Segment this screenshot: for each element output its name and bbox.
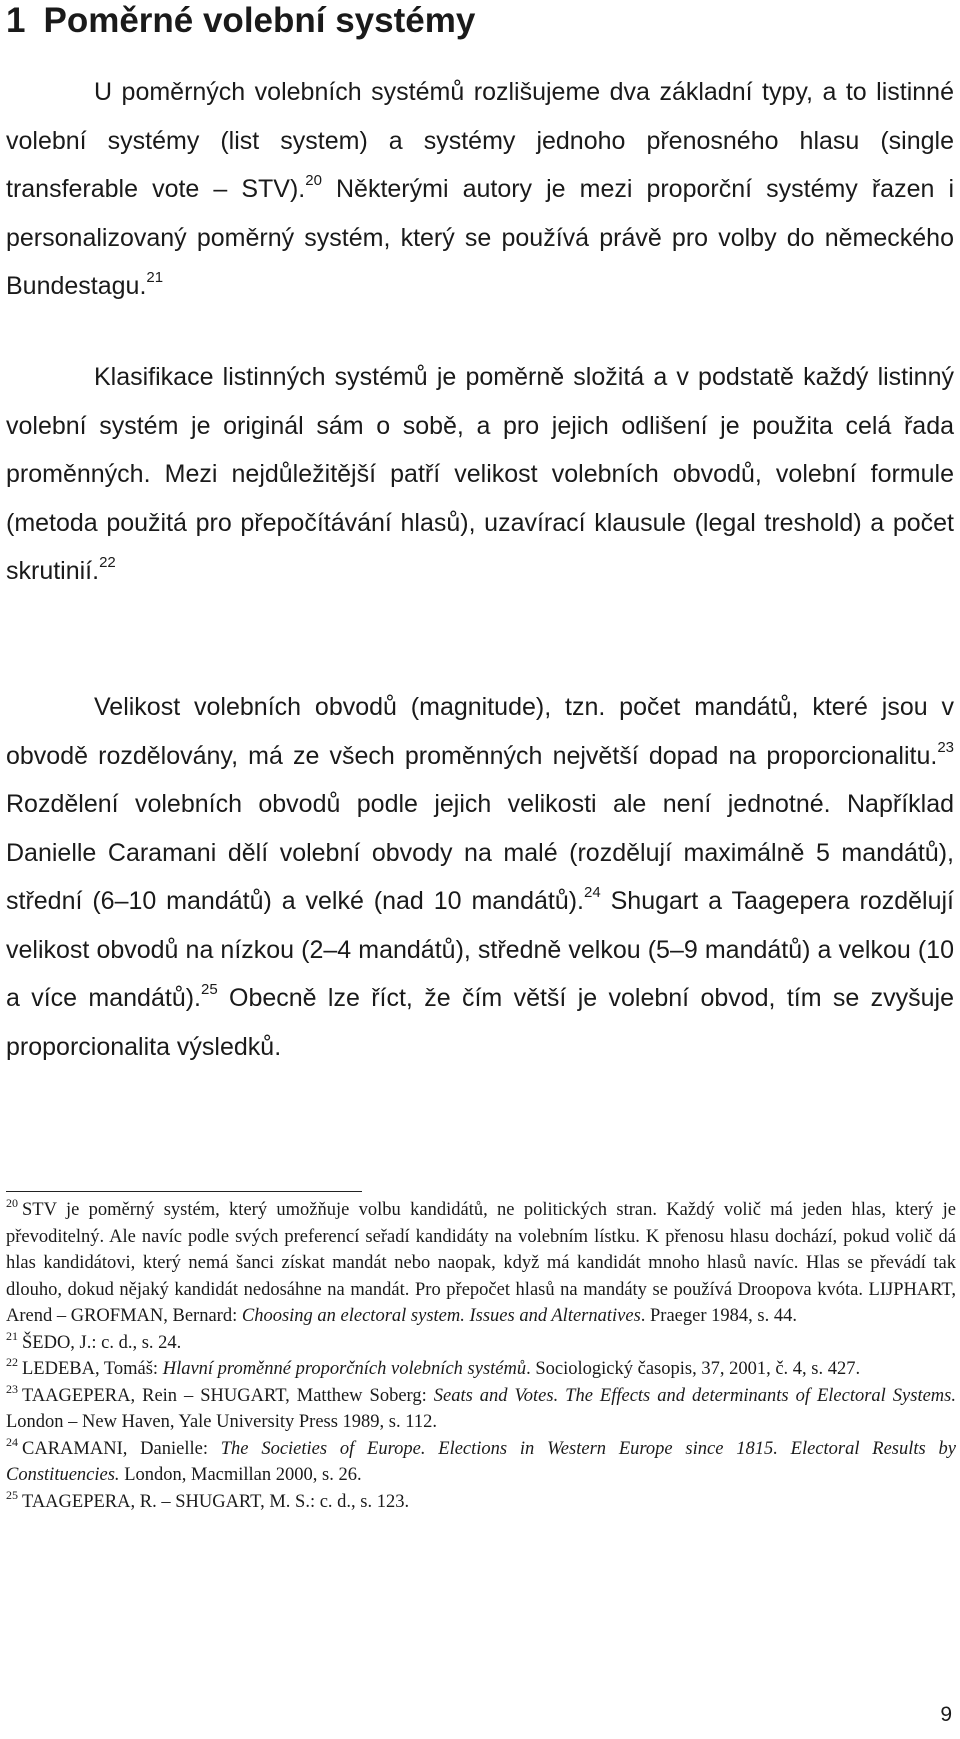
text-run: Obecně lze říct, že čím větší je volební obvod, tím se zvyšuje proporcionalita výsledků. bbox=[6, 984, 954, 1061]
text-run: London, Macmillan 2000, s. 26. bbox=[119, 1465, 362, 1485]
body-paragraph-1 bbox=[6, 68, 954, 311]
text-run: London – New Haven, Yale University Press 1989, s. 112. bbox=[6, 1412, 437, 1432]
text-run: Velikost volebních obvodů (magnitude), tzn. počet mandátů, které jsou v obvodě rozdělovány, má ze všech proměnných největší dopad na proporcionalitu. bbox=[6, 693, 954, 770]
footnotes bbox=[6, 1197, 956, 1515]
italic-title: Seats and Votes. The Effects and determinants of Electoral Systems. bbox=[433, 1385, 956, 1406]
text-run: U poměrných volebních systémů rozlišujeme dva základní typy, a to listinné volební systémy (list system) a systémy jednoho přenosného hlasu (single transferable vote – STV). bbox=[6, 78, 954, 203]
footnote-number: 24 bbox=[6, 1434, 18, 1449]
body-paragraph-3 bbox=[6, 683, 954, 1071]
text-run: LEDEBA, Tomáš: bbox=[22, 1359, 163, 1379]
footnote-number: 20 bbox=[6, 1196, 18, 1210]
text-run: ŠEDO, J.: c. d., s. 24. bbox=[22, 1332, 182, 1353]
italic-title: The Societies of Europe. Elections in Western Europe since 1815. Electoral Results by Constituencies. bbox=[6, 1438, 956, 1485]
chapter-title: Poměrné volební systémy bbox=[43, 1, 476, 40]
footnote-reference: 23 bbox=[937, 738, 954, 756]
text-run: Některými autory je mezi proporční systémy řazen i personalizovaný poměrný systém, který se používá právě pro volby do německého Bundestagu. bbox=[6, 175, 955, 300]
paragraph bbox=[6, 683, 954, 1071]
footnote-reference: 20 bbox=[305, 172, 322, 189]
text-run: STV je poměrný systém, který umožňuje volbu kandidátů, ne politických stran. Každý volič má jeden hlas, který je převoditelný. Ale navíc podle svých preferencí seřadí kandidáty na volebním lístku. K přenosu hlasu dochází, pokud volič dá hlas kandidátovi, který nemá šanci získat mandát nebo naopak, když má kandidát mnoho hlasů navíc. Hlas se převádí tak dlouho, dokud nějaký kandidát nedosáhne na mandát. Pro přepočet hlasů na mandáty se používá Droopova kvóta. LIJPHART, Arend – GROFMAN, Bernard: bbox=[6, 1200, 956, 1326]
paragraph bbox=[6, 68, 954, 311]
footnote-24 bbox=[6, 1436, 956, 1489]
paragraph bbox=[6, 353, 954, 596]
text-run: Rozdělení volebních obvodů podle jejich velikosti ale není jednotné. Například Danielle Caramani dělí volební obvody na malé (rozdělují maximálně 5 mandátů), střední (6–10 mandátů) a velké (nad 10 mandátů). bbox=[6, 790, 954, 915]
footnote-21 bbox=[6, 1330, 956, 1357]
footnote-number: 22 bbox=[6, 1355, 18, 1369]
footnote-reference: 22 bbox=[99, 554, 116, 571]
footnote-20 bbox=[6, 1197, 956, 1330]
text-run: . Sociologický časopis, 37, 2001, č. 4, s. 427. bbox=[526, 1359, 861, 1379]
italic-title: Choosing an electoral system. Issues and Alternatives bbox=[241, 1306, 641, 1326]
text-run: TAAGEPERA, Rein – SHUGART, Matthew Soberg: bbox=[22, 1385, 434, 1406]
chapter-heading bbox=[6, 0, 475, 42]
body-paragraph-2 bbox=[6, 353, 954, 596]
text-run: CARAMANI, Danielle: bbox=[22, 1438, 221, 1459]
text-run: TAAGEPERA, R. – SHUGART, M. S.: c. d., s. 123. bbox=[22, 1491, 410, 1512]
footnote-reference: 25 bbox=[201, 981, 218, 998]
italic-title: Hlavní proměnné proporčních volebních systémů bbox=[162, 1359, 527, 1379]
page-number: 9 bbox=[940, 1703, 952, 1726]
footnote-separator bbox=[6, 1191, 362, 1192]
text-run: . Praeger 1984, s. 44. bbox=[640, 1306, 797, 1326]
text-run: Klasifikace listinných systémů je poměrně složitá a v podstatě každý listinný volební systém je originál sám o sobě, a pro jejich odlišení je použita celá řada proměnných. Mezi nejdůležitější patří velikost volebních obvodů, volební formule (metoda použitá pro přepočítávání hlasů), uzavírací klausule (legal treshold) a počet skrutinií. bbox=[6, 363, 954, 585]
footnote-reference: 24 bbox=[584, 884, 601, 901]
footnote-number: 23 bbox=[6, 1381, 18, 1396]
footnote-reference: 21 bbox=[146, 269, 164, 286]
footnote-23 bbox=[6, 1383, 956, 1436]
footnote-22 bbox=[6, 1356, 956, 1383]
footnote-number: 21 bbox=[6, 1328, 18, 1343]
footnote-number: 25 bbox=[6, 1487, 18, 1502]
chapter-number: 1 bbox=[6, 1, 26, 40]
text-run: Shugart a Taagepera rozdělují velikost obvodů na nízkou (2–4 mandátů), středně velkou (5–9 mandátů) a velkou (10 a více mandátů). bbox=[6, 887, 954, 1012]
footnote-25 bbox=[6, 1489, 956, 1516]
